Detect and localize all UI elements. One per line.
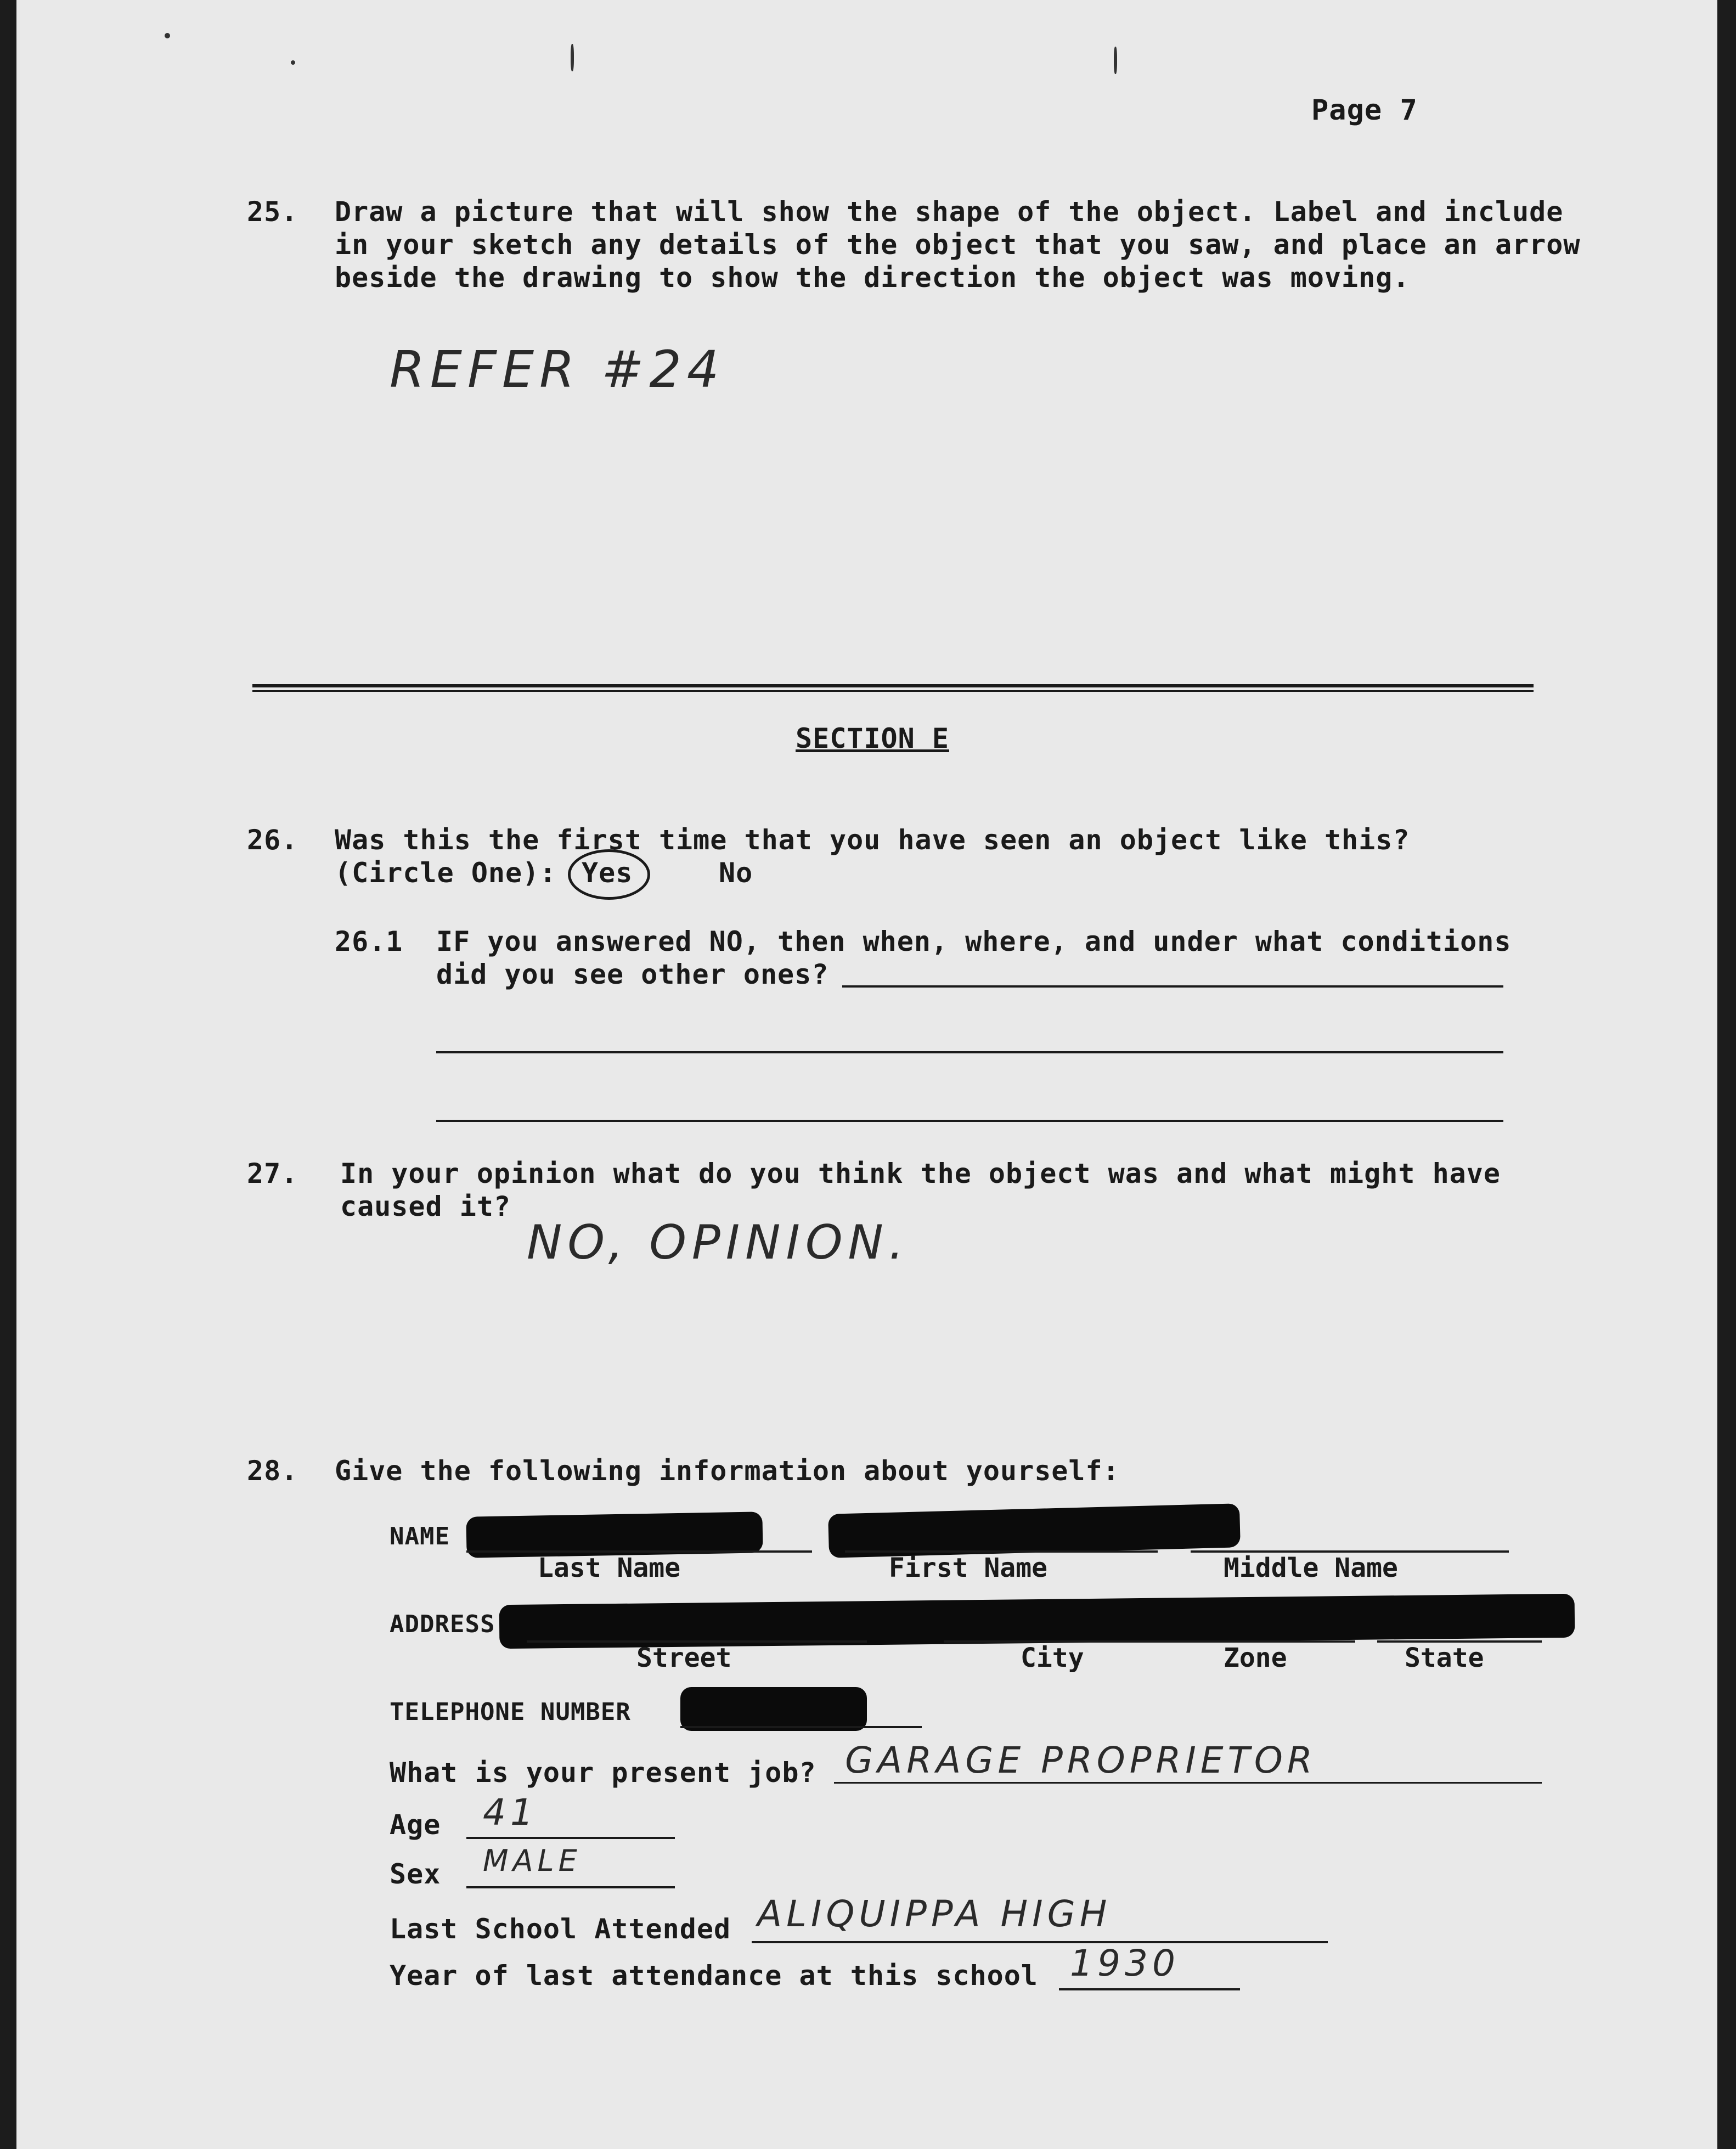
answer-blank-line[interactable] [436,1120,1503,1122]
first-name-caption: First Name [889,1553,1047,1583]
redaction-first-name [828,1503,1241,1558]
age-label: Age [390,1809,441,1841]
q26-circle-label: (Circle One): [335,857,557,889]
speck [1114,47,1117,74]
section-divider [252,690,1534,692]
state-caption: State [1405,1643,1484,1673]
q26-option-no[interactable]: No [719,857,753,889]
telephone-line[interactable] [680,1726,922,1728]
speck [291,60,295,65]
q25-line-2: in your sketch any details of the object that you saw, and place an arrow [335,229,1581,261]
city-line[interactable] [944,1640,1229,1643]
q26-1-line-1: IF you answered NO, then when, where, and under what conditions [436,926,1512,957]
q26-1-line-2: did you see other ones? [436,958,829,990]
q26-number: 26. [247,824,298,856]
street-caption: Street [636,1643,732,1673]
q25-line-3: beside the drawing to show the direction the object was moving. [335,262,1410,294]
redaction-telephone [680,1687,867,1731]
section-divider [252,684,1534,687]
zone-caption: Zone [1224,1643,1287,1673]
q27-handwritten-answer: NO, OPINION. [527,1215,910,1270]
q25-handwritten-answer: REFER #24 [390,340,725,399]
school-line[interactable] [752,1941,1328,1943]
speck [571,44,574,71]
job-handwritten-answer: GARAGE PROPRIETOR [845,1739,1317,1781]
telephone-label: TELEPHONE NUMBER [390,1698,631,1726]
q27-number: 27. [247,1158,298,1189]
document-page [16,0,1717,2149]
answer-blank-line[interactable] [436,1051,1503,1053]
q26-1-number: 26.1 [335,926,403,957]
city-caption: City [1021,1643,1084,1673]
year-label: Year of last attendance at this school [390,1960,1038,1992]
job-label: What is your present job? [390,1757,816,1789]
q27-line-1: In your opinion what do you think the object was and what might have [340,1158,1501,1189]
q25-line-1: Draw a picture that will show the shape of the object. Label and include [335,196,1564,228]
sex-line[interactable] [466,1886,675,1888]
middle-name-caption: Middle Name [1224,1553,1398,1583]
answer-circle [568,849,650,900]
q27-line-2: caused it? [340,1191,511,1222]
job-line[interactable] [834,1782,1542,1784]
q26-question: Was this the first time that you have seen an object like this? [335,824,1410,856]
year-handwritten-answer: 1930 [1070,1942,1180,1984]
school-label: Last School Attended [390,1913,731,1945]
sex-label: Sex [390,1858,441,1890]
q28-prompt: Give the following information about yourself: [335,1455,1120,1487]
speck [165,33,170,38]
answer-blank-line[interactable] [842,985,1503,988]
q26-option-yes[interactable]: Yes [582,857,633,889]
section-title: SECTION E [796,723,949,754]
address-label: ADDRESS [390,1610,495,1638]
name-label: NAME [390,1522,450,1550]
age-line[interactable] [466,1837,675,1839]
year-line[interactable] [1059,1988,1240,1990]
q28-number: 28. [247,1455,298,1487]
last-name-caption: Last Name [538,1553,681,1583]
age-handwritten-answer: 41 [483,1791,538,1834]
school-handwritten-answer: ALIQUIPPA HIGH [757,1893,1112,1935]
sex-handwritten-answer: MALE [483,1843,582,1878]
page-number: Page 7 [1311,94,1418,127]
q25-number: 25. [247,196,298,228]
